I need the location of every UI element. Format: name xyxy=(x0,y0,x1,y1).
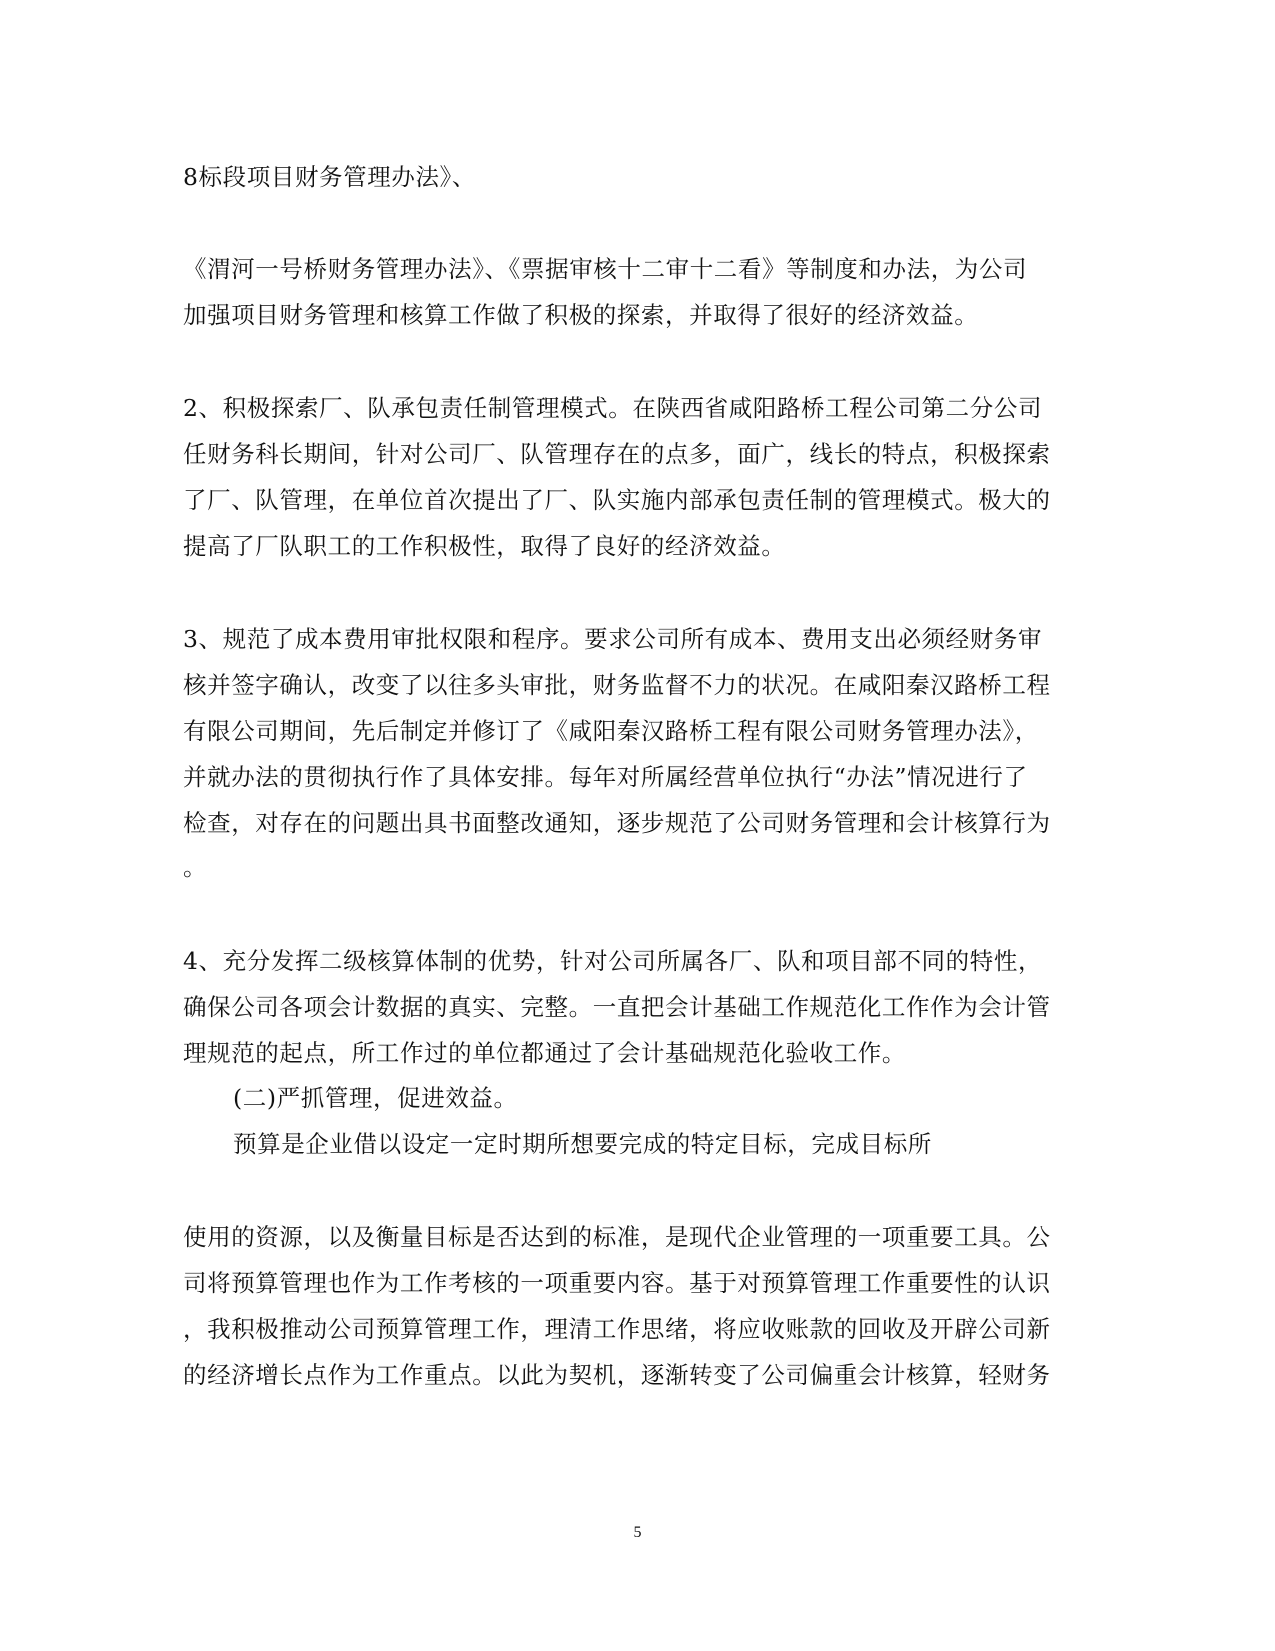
text-line: 了厂、队管理，在单位首次提出了厂、队实施内部承包责任制的管理模式。极大的 xyxy=(183,486,1051,514)
text-line: 确保公司各项会计数据的真实、完整。一直把会计基础工作规范化工作作为会计管 xyxy=(183,993,1051,1021)
section-heading: (二)严抓管理，促进效益。 xyxy=(233,1084,518,1112)
text-line: 8标段项目财务管理办法》、 xyxy=(183,163,477,191)
page-number: 5 xyxy=(633,1524,642,1541)
text-line: 加强项目财务管理和核算工作做了积极的探索，并取得了很好的经济效益。 xyxy=(183,301,979,329)
text-line: 使用的资源，以及衡量目标是否达到的标准，是现代企业管理的一项重要工具。公 xyxy=(183,1223,1051,1251)
text-line: 司将预算管理也作为工作考核的一项重要内容。基于对预算管理工作重要性的认识 xyxy=(183,1269,1051,1297)
text-line: 的经济增长点作为工作重点。以此为契机，逐渐转变了公司偏重会计核算，轻财务 xyxy=(183,1361,1051,1389)
text-line: 4、充分发挥二级核算体制的优势，针对公司所属各厂、队和项目部不同的特性， xyxy=(183,947,1043,975)
text-line: 3、规范了成本费用审批权限和程序。要求公司所有成本、费用支出必须经财务审 xyxy=(183,625,1043,653)
text-line: 检查，对存在的问题出具书面整改通知，逐步规范了公司财务管理和会计核算行为 xyxy=(183,809,1051,837)
text-line: 核并签字确认，改变了以往多头审批，财务监督不力的状况。在咸阳秦汉路桥工程 xyxy=(183,671,1051,699)
text-line: 并就办法的贯彻执行作了具体安排。每年对所属经营单位执行“办法”情况进行了 xyxy=(183,763,1028,791)
text-line: 预算是企业借以设定一定时期所想要完成的特定目标，完成目标所 xyxy=(233,1130,932,1158)
text-line: 《渭河一号桥财务管理办法》、《票据审核十二审十二看》等制度和办法，为公司 xyxy=(183,255,1028,283)
text-line: 有限公司期间，先后制定并修订了《咸阳秦汉路桥工程有限公司财务管理办法》， xyxy=(183,717,1039,745)
text-line: ，我积极推动公司预算管理工作，理清工作思绪，将应收账款的回收及开辟公司新 xyxy=(183,1315,1051,1343)
text-line: 2、积极探索厂、队承包责任制管理模式。在陕西省咸阳路桥工程公司第二分公司 xyxy=(183,394,1043,422)
text-line: 理规范的起点，所工作过的单位都通过了会计基础规范化验收工作。 xyxy=(183,1039,906,1067)
text-line: 提高了厂队职工的工作积极性，取得了良好的经济效益。 xyxy=(183,532,786,560)
text-line: 。 xyxy=(183,853,208,881)
text-line: 任财务科长期间，针对公司厂、队管理存在的点多，面广，线长的特点，积极探索 xyxy=(183,440,1051,468)
